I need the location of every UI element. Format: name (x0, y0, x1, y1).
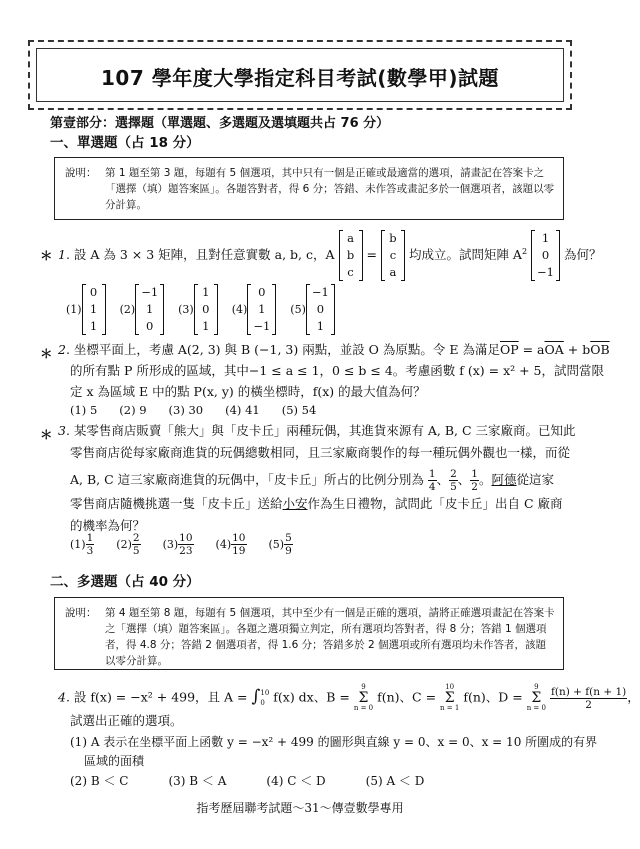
vector-entry: 0 (258, 285, 266, 299)
vector-entry: 1 (202, 285, 210, 299)
option-label: (3) (178, 303, 194, 316)
numerator: f(n) + f(n + 1) (550, 685, 627, 698)
denominator: 2 (471, 481, 478, 493)
q4-line-2: 試選出正確的選項。 (70, 713, 183, 728)
note-label: 說明： (65, 167, 97, 179)
vector-entry: 0 (202, 302, 210, 316)
exponent: 2 (521, 246, 528, 256)
numerator: 1 (471, 468, 478, 480)
denominator: 5 (132, 545, 140, 557)
section1-instructions (54, 157, 564, 220)
q1-stem-a: 設 A 為 3 × 3 矩陣，且對任意實數 a, b, c，A (73, 247, 335, 262)
answer-option: (5) A ＜ D (365, 774, 425, 788)
answer-option (66, 285, 106, 333)
vector-entry: b (346, 248, 355, 262)
option-label: (1) (70, 538, 86, 551)
answer-option: (5) 54 (281, 403, 317, 417)
vector-entry: c (389, 248, 397, 262)
numerator: 10 (232, 532, 246, 544)
q4-stem-b: f(x) dx、B = (273, 689, 350, 705)
vector-entry: −1 (141, 285, 159, 299)
q4-stem-a: 設 f(x) = −x² + 499，且 A = (73, 689, 248, 705)
q3-line-1: 某零售商店販賣「熊大」與「皮卡丘」兩種玩偶，其進貨來源有 A, B, C 三家廠商。已知此 (73, 423, 576, 438)
integral-upper: 10 (260, 689, 270, 697)
numerator: 5 (285, 532, 292, 544)
q3-line-3b: 。 (478, 472, 492, 487)
option-vector (82, 284, 106, 335)
answer-option: (1) 5 (70, 403, 98, 417)
star-mark: ＊ (40, 427, 53, 442)
name-xiaoan: 小安 (282, 496, 308, 511)
name-ade: 阿德 (491, 472, 517, 487)
q1-stem-b: 均成立。試問矩陣 A (408, 247, 522, 262)
section2-heading: 二、多選題（占 40 分） (50, 574, 200, 590)
q3-line-2: 零售商店從每家廠商進貨的玩偶總數相同，且三家廠商製作的每一種玩偶外觀也一樣，而從 (70, 445, 571, 460)
q4-end: ， (627, 689, 640, 705)
option-label: (4) (215, 538, 232, 551)
answer-option (178, 285, 218, 333)
integral-lower: 0 (260, 699, 265, 707)
fraction-d (550, 686, 627, 711)
answer-option: (3) B ＜ A (168, 774, 227, 788)
q1-stem-c: 為何？ (563, 247, 602, 262)
q2-line-3: 定 x 為區域 E 中的點 P(x, y) 的橫坐標時，f(x) 的最大值為何？ (70, 384, 426, 399)
q4-option-1b: 區域的面積 (84, 754, 145, 768)
denominator: 2 (585, 698, 592, 711)
section1-heading: 一、單選題（占 18 分） (50, 135, 200, 151)
answer-option: (4) C ＜ D (266, 774, 326, 788)
question-3 (58, 420, 576, 537)
question-number: 1. (58, 247, 70, 262)
vector-entry: 1 (146, 302, 154, 316)
question-number: 4. (58, 689, 70, 705)
numerator: 1 (428, 468, 436, 480)
fraction-2-5 (449, 468, 458, 493)
question-4 (58, 684, 640, 712)
vector-entry: 1 (89, 319, 98, 333)
q3-line-4b: 作為生日禮物，試問此「皮卡丘」出自 C 廠商 (307, 496, 563, 511)
sum-lower: n = 0 (353, 704, 374, 712)
option-label: (4) (231, 303, 248, 316)
sum-lower: n = 0 (526, 704, 546, 712)
vector-entry: 0 (89, 285, 98, 299)
question-number: 2. (58, 342, 70, 357)
vector-entry: −1 (311, 285, 329, 299)
vector-abc (339, 230, 363, 281)
answer-option (70, 532, 94, 557)
denominator: 3 (86, 545, 94, 557)
vector-entry: 1 (89, 302, 98, 316)
numerator: 1 (86, 532, 94, 544)
page-title: 107 學年度大學指定科目考試(數學甲)試題 (101, 66, 499, 90)
answer-option: (2) 9 (119, 403, 147, 417)
denominator: 9 (285, 545, 292, 557)
answer-option (290, 285, 335, 333)
option-label: (5) (268, 538, 285, 551)
page-footer: 指考歷屆聯考試題～31～傳壹數學專用 (196, 801, 404, 815)
vector-bca (381, 230, 405, 281)
sum-b: 9 Σ n = 0 (353, 683, 374, 712)
q3-line-5: 的機率為何？ (70, 518, 146, 533)
option-fraction (178, 532, 193, 557)
option-vector (306, 284, 335, 335)
q3-options (70, 532, 315, 557)
fraction-1-2 (470, 468, 479, 493)
option-label: (2) (116, 538, 132, 551)
q4-option-1a: (1) A 表示在坐標平面上函數 y = −x² + 499 的圖形與直線 y = 0、x = 0、x = 10 所圍成的有界 (70, 735, 598, 749)
answer-option (268, 532, 293, 557)
equals-sign: = (366, 247, 377, 262)
note-text: 第 4 題至第 8 題，每題有 5 個選項，其中至少有一個是正確的選項，請將正確選項畫記在答案卡之「選擇（填）題答案區」。各題之選項獨立判定，所有選項均答對者，得 8 分；答錯 1 個選項者，得 4.8 分；答錯 2 個選項者，得 1.6 分；答錯多於 2 個選項或所有選項均未作答者，該題以零分計算。 (105, 607, 555, 667)
q4-term-c: f(n)、D = (463, 689, 523, 705)
sum-d: 9 Σ n = 0 (526, 683, 546, 712)
vector-entry: 1 (202, 319, 210, 333)
note-label: 說明： (65, 607, 97, 619)
vector-1-0-neg1 (531, 230, 560, 281)
note-text: 第 1 題至第 3 題，每題有 5 個選項，其中只有一個是正確或最適當的選項，請畫記在答案卡之「選擇（填）題答案區」。各題答對者，得 6 分；答錯、未作答或畫記多於一個選項者，該題以零分計算。 (105, 167, 555, 211)
option-vector (247, 284, 276, 335)
q1-options (66, 284, 349, 335)
vector-entry: a (347, 231, 354, 245)
option-vector (194, 284, 218, 335)
vector-oa: $\overline{OA}$ (544, 342, 564, 357)
vector-entry: 0 (146, 319, 154, 333)
vector-entry: b (389, 231, 397, 245)
part1-heading: 第壹部分：選擇題（單選題、多選題及選填題共占 76 分） (50, 116, 390, 131)
q3-line-3c: 從這家 (516, 472, 555, 487)
denominator: 23 (179, 545, 193, 557)
sum-lower: n = 1 (440, 704, 460, 712)
option-fraction (231, 532, 246, 557)
separator: 、 (436, 472, 450, 487)
denominator: 4 (428, 481, 436, 493)
denominator: 5 (450, 481, 457, 493)
option-label: (5) (290, 303, 306, 316)
vector-entry: 1 (258, 302, 266, 316)
sum-c: 10 Σ n = 1 (440, 683, 460, 712)
option-label: (2) (119, 303, 136, 316)
q2-options (70, 403, 338, 417)
option-fraction (284, 532, 293, 557)
option-fraction (86, 532, 95, 557)
sum-upper: 10 (445, 683, 455, 691)
vector-entry: 1 (541, 231, 550, 245)
q3-line-3a: A, B, C 這三家廠商進貨的玩偶中，「皮卡丘」所占的比例分別為 (70, 472, 424, 487)
q2-line-2: 的所有點 P 所形成的區域，其中−1 ≤ a ≤ 1，0 ≤ b ≤ 4。考慮函數 f (x) = x² + 5，試問當限 (70, 363, 605, 378)
option-label: (3) (162, 538, 179, 551)
q4-term-b: f(n)、C = (377, 689, 437, 705)
vector-ob: $\overline{OB}$ (590, 342, 610, 357)
section2-instructions (54, 597, 564, 670)
option-fraction (132, 532, 141, 557)
numerator: 2 (450, 468, 457, 480)
answer-option: (3) 30 (168, 403, 204, 417)
answer-option: (4) 41 (225, 403, 260, 417)
sum-upper: 9 (361, 683, 366, 691)
numerator: 2 (132, 532, 140, 544)
star-mark: ＊ (40, 248, 53, 263)
answer-option (215, 532, 247, 557)
option-vector (135, 284, 164, 335)
integral-sign: ∫ (251, 686, 261, 707)
vector-entry: 0 (541, 248, 550, 262)
option-label: (1) (66, 303, 82, 316)
q4-options (70, 772, 464, 789)
denominator: 19 (232, 545, 246, 557)
answer-option (119, 285, 165, 333)
question-number: 3. (58, 423, 70, 438)
vector-entry: a (389, 265, 397, 279)
q2-line-1: 坐標平面上，考慮 A(2, 3) 與 B (−1, 3) 兩點，並設 O 為原點。令 E 為滿足 (73, 342, 500, 357)
question-1 (58, 230, 602, 281)
vector-op: $\overline{OP}$ (499, 342, 519, 357)
question-2 (58, 339, 610, 402)
sum-upper: 9 (534, 683, 539, 691)
separator: 、 (457, 472, 471, 487)
answer-option (231, 285, 277, 333)
q2-line-1b: = a (518, 342, 545, 357)
answer-option: (2) B ＜ C (70, 774, 129, 788)
vector-entry: −1 (537, 265, 554, 279)
answer-option (162, 532, 194, 557)
vector-entry: 1 (316, 319, 325, 333)
star-mark: ＊ (40, 346, 53, 361)
answer-option (116, 532, 140, 557)
numerator: 10 (179, 532, 193, 544)
vector-entry: c (347, 265, 354, 279)
fraction-1-4 (428, 468, 437, 493)
vector-entry: −1 (253, 319, 271, 333)
q2-line-1c: + b (563, 342, 591, 357)
q3-line-4a: 零售商店隨機挑選一隻「皮卡丘」送給 (70, 496, 283, 511)
vector-entry: 0 (316, 302, 325, 316)
